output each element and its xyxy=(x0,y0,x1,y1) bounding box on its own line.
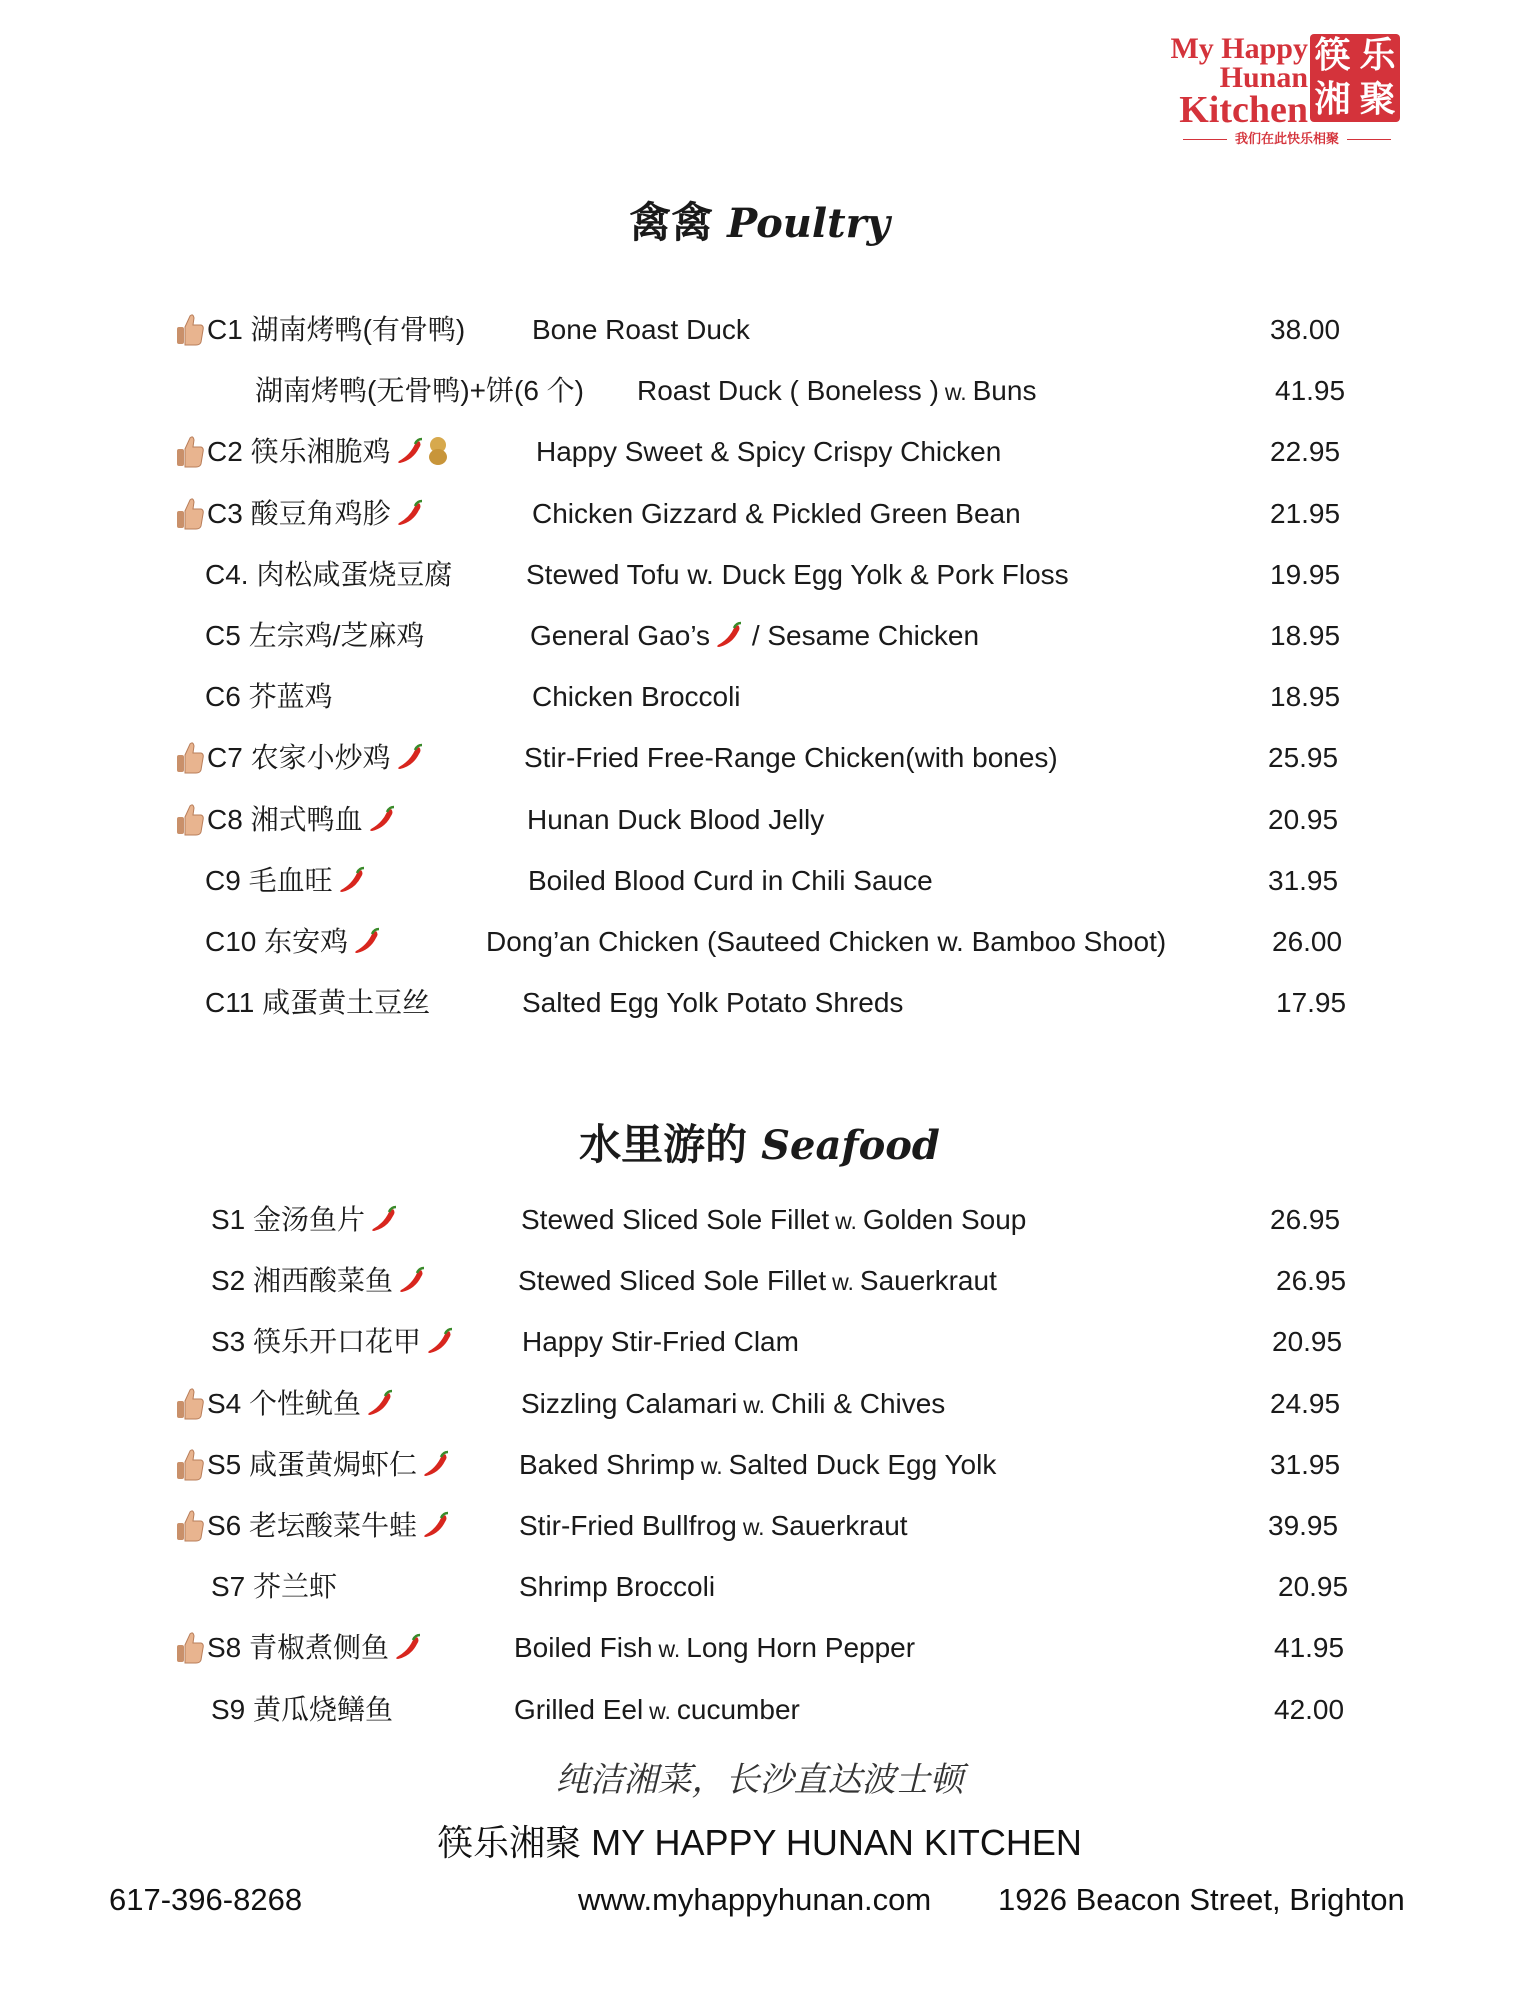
menu-item-row xyxy=(0,310,1519,350)
menu-item-cn-name: S1 金汤鱼片 xyxy=(211,1204,366,1235)
menu-item-row xyxy=(0,432,1519,472)
menu-item-name-text: Stir-Fried Free-Range Chicken(with bones) xyxy=(524,742,1058,774)
menu-item-code xyxy=(207,800,397,840)
menu-item-name-part: w. xyxy=(742,1514,765,1540)
menu-item-en-name xyxy=(528,861,933,901)
menu-item-name-text: Happy Stir-Fried Clam xyxy=(522,1326,799,1358)
menu-item-price: 22.95 xyxy=(1270,436,1341,468)
peanut-icon xyxy=(425,436,451,466)
menu-item-row xyxy=(0,1506,1519,1546)
menu-item-en-name xyxy=(522,1322,799,1362)
menu-item-row xyxy=(0,555,1519,595)
seafood-heading-en: Seafood xyxy=(761,1122,940,1169)
menu-item-name-part: w. xyxy=(658,1636,681,1663)
chili-pepper-icon xyxy=(365,1388,395,1418)
menu-item-en-name xyxy=(536,432,1001,472)
menu-item-name-part: Salted Duck Egg Yolk xyxy=(728,1448,997,1480)
menu-item-price: 18.95 xyxy=(1270,681,1341,713)
chili-pepper-icon xyxy=(395,742,425,772)
logo-seal-char: 筷 xyxy=(1314,34,1351,75)
chili-pepper-icon xyxy=(393,1632,423,1662)
menu-item-name-part: Stewed Sliced Sole Fillet xyxy=(521,1204,830,1235)
menu-item-name-text: Chicken Broccoli xyxy=(532,681,741,713)
thumbs-up-icon xyxy=(176,1630,204,1664)
menu-item-name-part: w. xyxy=(743,1391,766,1418)
logo-seal-char: 湘 xyxy=(1314,78,1351,119)
menu-item-row xyxy=(0,922,1519,962)
menu-item-cn-name: C6 芥蓝鸡 xyxy=(205,681,333,713)
menu-item-name-part: Sauerkraut xyxy=(859,1265,997,1297)
menu-item-price: 19.95 xyxy=(1270,558,1341,590)
menu-item-name-text: Hunan Duck Blood Jelly xyxy=(527,803,825,835)
thumbs-up-icon xyxy=(176,1508,204,1542)
menu-item-cn-name: S9 黄瓜烧鳝鱼 xyxy=(211,1693,394,1725)
chili-pepper-icon xyxy=(425,1326,455,1356)
chili-pepper-icon xyxy=(367,804,397,834)
menu-item-name-text: Stewed Tofu w. Duck Egg Yolk & Pork Floss xyxy=(526,558,1069,590)
thumbs-up-icon xyxy=(176,496,204,530)
menu-item-en-name xyxy=(519,1506,908,1547)
menu-item-code xyxy=(207,738,425,778)
menu-item-price: 26.95 xyxy=(1270,1204,1341,1235)
menu-item-cn-name: S5 咸蛋黄焗虾仁 xyxy=(207,1448,418,1480)
menu-item-price: 18.95 xyxy=(1270,620,1341,651)
menu-item-price: 26.95 xyxy=(1276,1265,1347,1297)
menu-item-en-name xyxy=(518,1261,997,1302)
menu-item-name-part: Sauerkraut xyxy=(770,1510,908,1541)
thumbs-up-icon xyxy=(176,1447,204,1481)
menu-item-name-part: w. xyxy=(944,379,967,406)
menu-item-price: 39.95 xyxy=(1268,1510,1339,1541)
menu-item-name-part: Baked Shrimp xyxy=(519,1448,695,1480)
menu-item-cn-name: C1 湖南烤鸭(有骨鸭) xyxy=(207,314,466,345)
menu-item-en-name xyxy=(532,494,1021,534)
menu-item-price: 20.95 xyxy=(1272,1326,1343,1358)
menu-item-en-name xyxy=(527,800,824,840)
menu-item-code xyxy=(211,1690,393,1730)
menu-item-en-name xyxy=(526,555,1069,595)
slogan: 纯洁湘菜，长沙直达波士顿 xyxy=(555,1760,964,1800)
menu-item-price: 41.95 xyxy=(1275,375,1346,407)
chili-pepper-icon xyxy=(397,1265,427,1295)
menu-item-name-text: Dong’an Chicken (Sauteed Chicken w. Bamboo Shoot) xyxy=(486,926,1167,957)
menu-item-name-text: Bone Roast Duck xyxy=(532,314,750,345)
menu-item-price: 31.95 xyxy=(1268,864,1339,896)
thumbs-up-icon xyxy=(176,802,204,836)
menu-item-row xyxy=(0,1690,1519,1730)
menu-item-code xyxy=(207,494,425,534)
poultry-heading-en: Poultry xyxy=(727,200,890,247)
menu-item-name-part: w. xyxy=(700,1452,723,1479)
logo-line2: Hunan xyxy=(1219,61,1308,94)
menu-item-cn-name: C3 酸豆角鸡胗 xyxy=(207,497,391,529)
menu-item-en-name xyxy=(530,616,979,656)
thumbs-up-icon xyxy=(176,312,204,346)
menu-item-code xyxy=(205,861,367,901)
menu-item-cn-name: C8 湘式鸭血 xyxy=(207,803,363,835)
menu-item-name-part: cucumber xyxy=(676,1693,800,1725)
menu-item-row xyxy=(0,1628,1519,1668)
menu-item-cn-name: S7 芥兰虾 xyxy=(211,1571,338,1603)
menu-item-en-name xyxy=(532,677,741,717)
menu-item-cn-name: C7 农家小炒鸡 xyxy=(207,742,391,774)
menu-item-code xyxy=(211,1261,427,1301)
menu-item-en-name xyxy=(522,983,903,1023)
chili-pepper-icon xyxy=(395,498,425,528)
chili-pepper-icon xyxy=(421,1449,451,1479)
restaurant-logo xyxy=(1168,30,1408,150)
menu-item-name-text: Shrimp Broccoli xyxy=(519,1571,716,1603)
phone-number: 617-396-8268 xyxy=(109,1882,303,1917)
menu-item-name-part: w. xyxy=(832,1269,854,1296)
menu-item-name-text: Chicken Gizzard & Pickled Green Bean xyxy=(532,497,1021,529)
menu-item-cn-name: S8 青椒煮侧鱼 xyxy=(207,1632,390,1664)
menu-item-name-part: Grilled Eel xyxy=(514,1693,644,1725)
menu-item-code xyxy=(211,1200,399,1240)
menu-item-cn-name: C5 左宗鸡/芝麻鸡 xyxy=(205,620,425,651)
menu-item-price: 17.95 xyxy=(1276,987,1347,1019)
seafood-heading-cn: 水里游的 xyxy=(579,1121,748,1168)
chili-pepper-icon xyxy=(352,926,382,956)
menu-item-name-part: Stir-Fried Bullfrog xyxy=(519,1510,737,1541)
menu-item-code xyxy=(205,922,382,962)
menu-item-row xyxy=(0,1384,1519,1424)
menu-item-code xyxy=(205,983,430,1023)
menu-item-name-text: Salted Egg Yolk Potato Shreds xyxy=(522,987,904,1019)
menu-item-code xyxy=(205,616,424,656)
menu-item-cn-name: S4 个性鱿鱼 xyxy=(207,1387,362,1419)
logo-tagline: 我们在此快乐相聚 xyxy=(1168,128,1406,147)
menu-item-en-name xyxy=(486,922,1166,962)
menu-item-name-part: Boiled Fish xyxy=(514,1632,653,1664)
menu-item-code xyxy=(211,1322,455,1362)
menu-item-name-text: Boiled Blood Curd in Chili Sauce xyxy=(528,864,933,896)
menu-item-row xyxy=(0,1445,1519,1485)
menu-item-name-part: / Sesame Chicken xyxy=(751,620,980,651)
menu-item-en-name xyxy=(514,1690,800,1731)
chili-pepper-icon xyxy=(337,865,367,895)
menu-item-price: 20.95 xyxy=(1268,803,1339,835)
menu-item-cn-name: C4. 肉松咸蛋烧豆腐 xyxy=(205,558,453,590)
chili-pepper-icon xyxy=(369,1204,399,1234)
menu-item-price: 21.95 xyxy=(1270,497,1341,529)
menu-item-code xyxy=(211,1567,337,1607)
address: 1926 Beacon Street, Brighton xyxy=(998,1882,1405,1917)
menu-item-cn-name: C10 东安鸡 xyxy=(205,926,349,957)
logo-wordmark xyxy=(1168,32,1308,131)
menu-item-code xyxy=(207,1628,423,1668)
menu-item-name-part: Chili & Chives xyxy=(771,1387,946,1419)
menu-item-row xyxy=(0,1200,1519,1240)
menu-item-name-part: Sizzling Calamari xyxy=(521,1387,738,1419)
menu-item-name-part: Golden Soup xyxy=(862,1204,1027,1235)
menu-item-en-name xyxy=(519,1445,996,1486)
menu-item-price: 31.95 xyxy=(1270,1448,1341,1480)
menu-item-name-part: w. xyxy=(835,1208,857,1234)
menu-item-cn-name: S2 湘西酸菜鱼 xyxy=(211,1265,394,1297)
logo-line1: My Happy xyxy=(1170,32,1308,65)
menu-item-row xyxy=(0,861,1519,901)
menu-item-code xyxy=(207,432,451,472)
menu-item-price: 41.95 xyxy=(1274,1632,1345,1664)
footer-restaurant-name: 筷乐湘聚 MY HAPPY HUNAN KITCHEN xyxy=(437,1822,1082,1863)
thumbs-up-icon xyxy=(176,740,204,774)
menu-item-name-text: Happy Sweet & Spicy Crispy Chicken xyxy=(536,436,1002,468)
seafood-heading xyxy=(0,1112,1519,1172)
menu-item-price: 38.00 xyxy=(1270,314,1341,345)
poultry-heading-cn: 禽禽 xyxy=(629,199,714,246)
menu-item-cn-name: S6 老坛酸菜牛蛙 xyxy=(207,1510,418,1541)
logo-seal xyxy=(1310,34,1400,122)
menu-item-cn-name: C2 筷乐湘脆鸡 xyxy=(207,436,391,468)
logo-seal-char: 聚 xyxy=(1359,78,1396,119)
logo-line3: Kitchen xyxy=(1179,89,1308,131)
menu-item-en-name xyxy=(532,310,750,350)
menu-item-row xyxy=(0,800,1519,840)
menu-item-price: 42.00 xyxy=(1274,1693,1345,1725)
menu-item-code xyxy=(205,677,333,717)
menu-item-en-name xyxy=(521,1200,1026,1241)
menu-item-code xyxy=(205,555,452,595)
menu-item-name-part: w. xyxy=(649,1697,671,1724)
menu-item-en-name xyxy=(514,1628,915,1669)
menu-item-name-part: Stewed Sliced Sole Fillet xyxy=(518,1265,827,1297)
menu-item-name-part: Buns xyxy=(972,375,1037,407)
chili-pepper-icon xyxy=(395,436,425,466)
logo-seal-char: 乐 xyxy=(1359,34,1396,75)
menu-item-cn-name: 湖南烤鸭(无骨鸭)+饼(6 个) xyxy=(255,375,585,407)
menu-item-code xyxy=(207,1445,451,1485)
menu-item-price: 24.95 xyxy=(1270,1387,1341,1419)
menu-item-en-name xyxy=(637,371,1036,412)
menu-item-code xyxy=(207,1506,451,1546)
menu-item-row xyxy=(0,983,1519,1023)
website-link[interactable]: www.myhappyhunan.com xyxy=(578,1882,932,1917)
menu-item-price: 20.95 xyxy=(1278,1571,1349,1603)
thumbs-up-icon xyxy=(176,1386,204,1420)
menu-item-row xyxy=(0,677,1519,717)
thumbs-up-icon xyxy=(176,434,204,468)
menu-item-name-part: Long Horn Pepper xyxy=(686,1632,916,1664)
poultry-heading xyxy=(0,190,1519,250)
chili-pepper-icon xyxy=(714,620,744,650)
menu-item-code xyxy=(255,371,584,411)
menu-item-row xyxy=(0,616,1519,656)
menu-item-price: 26.00 xyxy=(1272,926,1343,957)
menu-item-code xyxy=(207,310,465,350)
menu-item-cn-name: C9 毛血旺 xyxy=(205,864,333,896)
menu-item-price: 25.95 xyxy=(1268,742,1339,774)
menu-item-code xyxy=(207,1384,395,1424)
menu-item-row xyxy=(0,1567,1519,1607)
menu-item-row xyxy=(0,1261,1519,1301)
menu-item-row xyxy=(0,494,1519,534)
menu-item-name-part: Roast Duck ( Boneless ) xyxy=(637,375,939,407)
menu-item-en-name xyxy=(519,1567,715,1607)
menu-item-en-name xyxy=(524,738,1058,778)
chili-pepper-icon xyxy=(421,1510,451,1540)
menu-item-row xyxy=(0,371,1519,411)
menu-item-cn-name: S3 筷乐开口花甲 xyxy=(211,1326,422,1358)
menu-item-en-name xyxy=(521,1384,945,1425)
menu-item-row xyxy=(0,1322,1519,1362)
menu-item-name-part: General Gao’s xyxy=(530,620,711,651)
menu-item-row xyxy=(0,738,1519,778)
menu-item-cn-name: C11 咸蛋黄土豆丝 xyxy=(205,987,431,1019)
